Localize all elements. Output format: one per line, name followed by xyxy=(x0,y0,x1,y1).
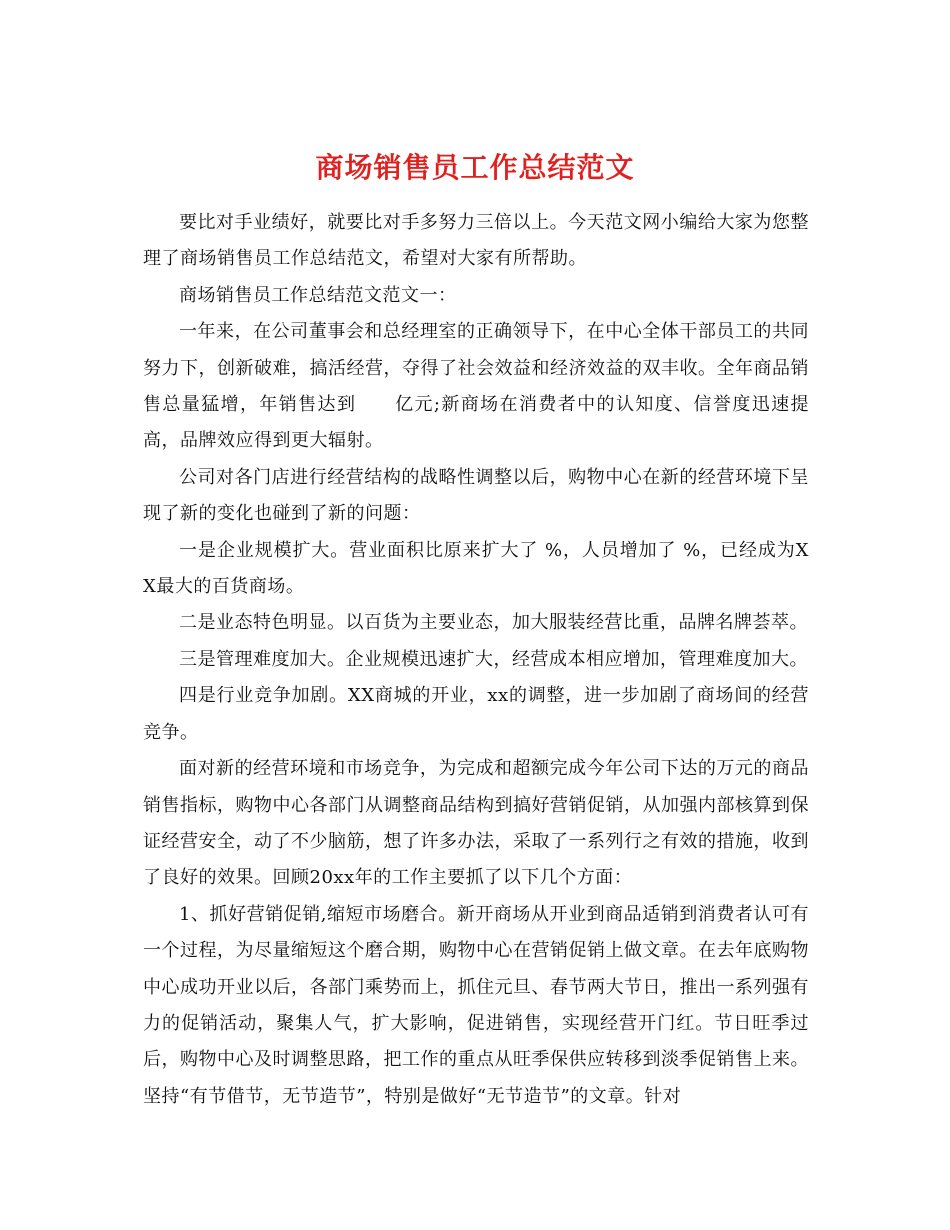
paragraph-point-two: 二是业态特色明显。以百货为主要业态，加大服装经营比重，品牌名牌荟萃。 xyxy=(179,612,808,634)
paragraph-intro: 要比对手业绩好，就要比对手多努力三倍以上。今天范文网小编给大家为您整理了商场销售员工作总结范文，希望对大家有所帮助。 xyxy=(143,212,809,270)
paragraph-item-one: 1、抓好营销促销,缩短市场磨合。新开商场从开业到商品适销到消费者认可有一个过程，为尽量缩短这个磨合期，购物中心在营销促销上做文章。在去年底购物中心成功开业以后，各部门乘势而上，抓住元旦、春节两大节日，推出一系列强有力的促销活动，聚集人气，扩大影响，促进销售，实现经营开门红。节日旺季过后，购物中心及时调整思路，把工作的重点从旺季保供应转移到淡季促销售上来。坚持“有节借节，无节造节”，特别是做好“无节造节”的文章。针对 xyxy=(143,903,809,1107)
document-body xyxy=(143,205,809,1115)
paragraph-year-review: 一年来，在公司董事会和总经理室的正确领导下，在中心全体干部员工的共同努力下，创新破难，搞活经营，夺得了社会效益和经济效益的双丰收。全年商品销售总量猛增，年销售达到 亿元;新商场在消费者中的认知度、信誉度迅速提高，品牌效应得到更大辐射。 xyxy=(143,321,809,452)
paragraph-heading-sample-one: 商场销售员工作总结范文范文一： xyxy=(179,284,457,306)
document-title: 商场销售员工作总结范文 xyxy=(315,150,635,184)
paragraph-point-three: 三是管理难度加大。企业规模迅速扩大，经营成本相应增加，管理难度加大。 xyxy=(179,648,808,670)
paragraph-point-four: 四是行业竞争加剧。XX商城的开业，xx的调整，进一步加剧了商场间的经营竞争。 xyxy=(143,685,809,743)
paragraph-restructure: 公司对各门店进行经营结构的战略性调整以后，购物中心在新的经营环境下呈现了新的变化也碰到了新的问题： xyxy=(143,466,809,525)
paragraph-measures: 面对新的经营环境和市场竞争，为完成和超额完成今年公司下达的万元的商品销售指标，购物中心各部门从调整商品结构到搞好营销促销，从加强内部核算到保证经营安全，动了不少脑筋，想了许多办法，采取了一系列行之有效的措施，收到了良好的效果。回顾20xx年的工作主要抓了以下几个方面： xyxy=(143,758,809,889)
paragraph-point-one: 一是企业规模扩大。营业面积比原来扩大了 %，人员增加了 %，已经成为X X最大的百货商场。 xyxy=(143,539,809,598)
